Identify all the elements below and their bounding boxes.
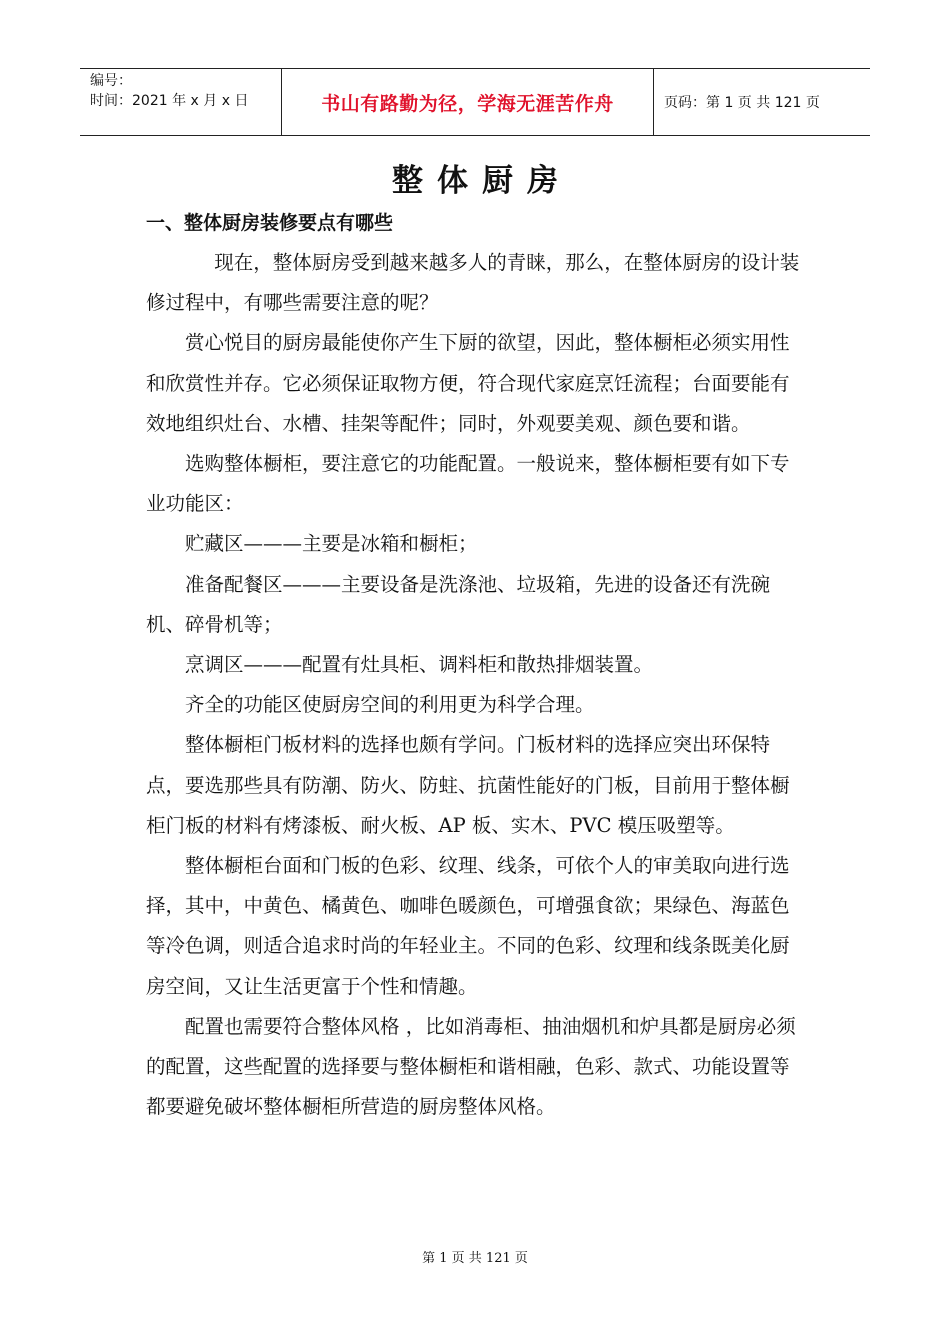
header-meta-cell: [80, 69, 282, 135]
number-label: 编号：: [90, 73, 132, 89]
paragraph: 选购整体橱柜，要注意它的功能配置。一般说来，整体橱柜要有如下专业功能区：: [146, 452, 790, 516]
document-body: [146, 243, 808, 1127]
paragraph: 整体橱柜台面和门板的色彩、纹理、线条，可依个人的审美取向进行选择，其中，中黄色、橘黄色、咖啡色暖颜色，可增强食欲；果绿色、海蓝色等冷色调，则适合追求时尚的年轻业主。不同的色彩、纹理和线条既美化厨房空间，又让生活更富于个性和情趣。: [146, 854, 790, 998]
page-title: 整体厨房: [392, 163, 572, 199]
header-table: [80, 68, 870, 136]
paragraph: 烹调区———配置有灶具柜、调料柜和散热排烟装置。: [185, 653, 654, 677]
motto-text: 书山有路勤为径，学海无涯苦作舟: [321, 92, 614, 115]
paragraph: 赏心悦目的厨房最能使你产生下厨的欲望，因此，整体橱柜必须实用性和欣赏性并存。它必须保证取物方便，符合现代家庭烹饪流程；台面要能有效地组织灶台、水槽、挂架等配件；同时，外观要美观、颜色要和谐。: [146, 331, 790, 435]
paragraph: 贮藏区———主要是冰箱和橱柜；: [185, 532, 478, 556]
header-motto-cell: [282, 69, 654, 135]
paragraph: 准备配餐区———主要设备是洗涤池、垃圾箱，先进的设备还有洗碗机、碎骨机等；: [146, 572, 771, 636]
header-page-cell: [654, 69, 870, 135]
paragraph: 整体橱柜门板材料的选择也颇有学问。门板材料的选择应突出环保特点，要选那些具有防潮、防火、防蛀、抗菌性能好的门板，目前用于整体橱柜门板的材料有烤漆板、耐火板、AP 板、实木、PVC 模压吸塑等。: [146, 733, 790, 837]
page-footer: 第 1 页 共 121 页: [422, 1251, 528, 1266]
paragraph: 现在，整体厨房受到越来越多人的青睐，那么，在整体厨房的设计装修过程中，有哪些需要注意的呢？: [146, 251, 800, 315]
page-info: 页码：第 1 页 共 121 页: [664, 95, 820, 111]
section-heading: 一、整体厨房装修要点有哪些: [146, 212, 394, 234]
date-label: 时间：2021 年 x 月 x 日: [90, 93, 249, 109]
paragraph: 配置也需要符合整体风格 ，比如消毒柜、抽油烟机和炉具都是厨房必须的配置，这些配置的选择要与整体橱柜和谐相融，色彩、款式、功能设置等都要避免破坏整体橱柜所营造的厨房整体风格。: [146, 1014, 796, 1119]
paragraph: 齐全的功能区使厨房空间的利用更为科学合理。: [185, 693, 595, 717]
